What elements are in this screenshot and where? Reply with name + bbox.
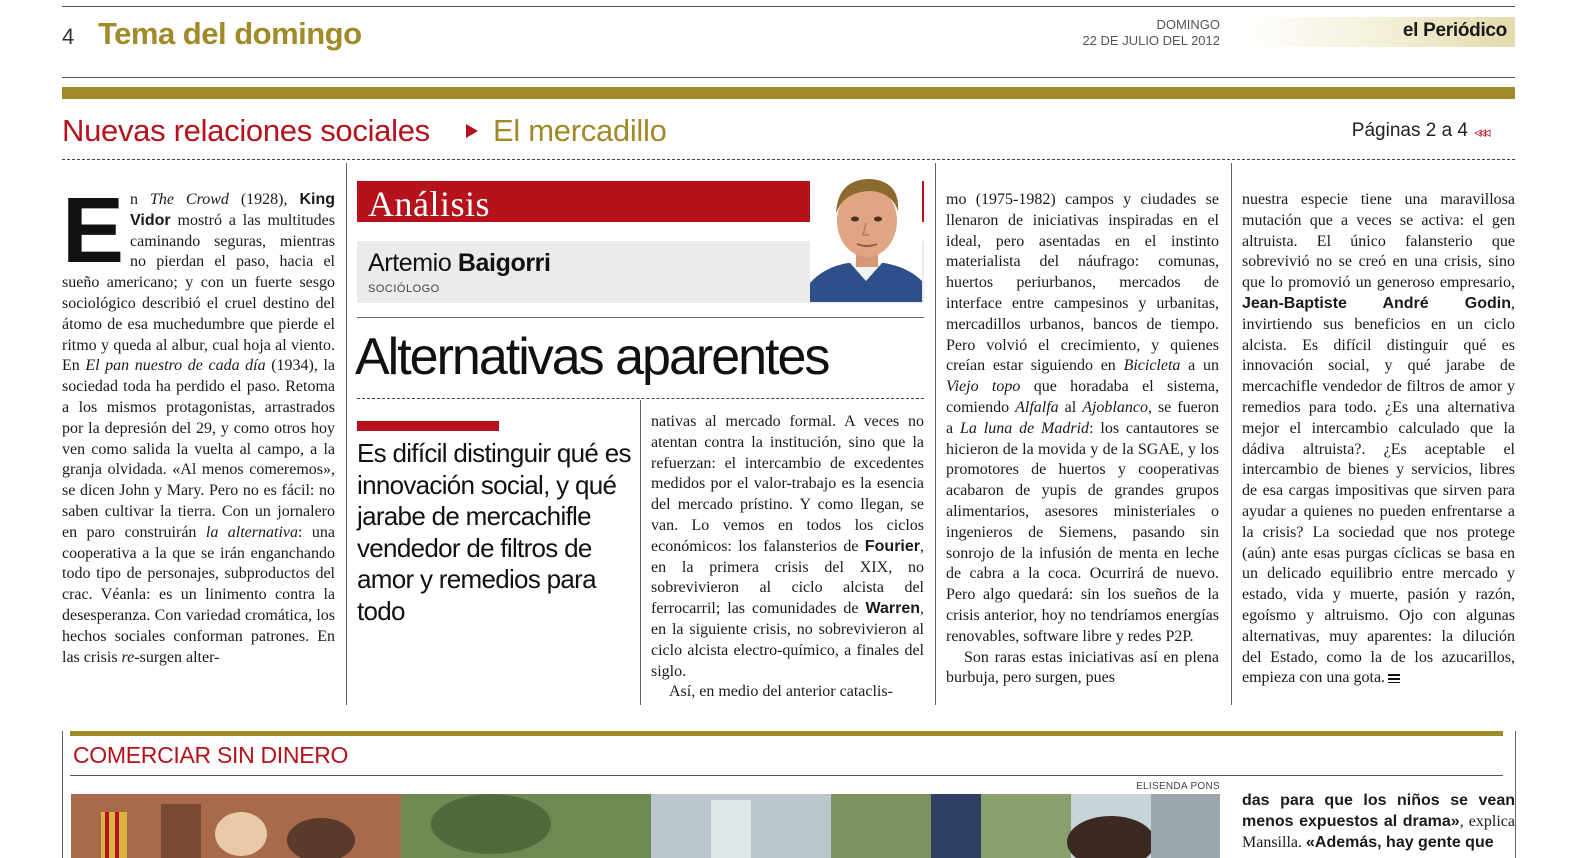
person-name: Jean-Baptiste André Godin (1242, 294, 1511, 312)
bottom-left-rule (62, 731, 63, 858)
bottom-right-rule (1515, 731, 1516, 858)
article-column-2 (651, 412, 924, 705)
author-name (368, 249, 551, 278)
text-run: nativas al mercado formal. A veces no atentan contra la institución, sino que la refuerzan: el intercambio de excedentes medidos por el valor-trabajo es la esencia del mercado prístino. Y como llegan, se van. Lo vemos en todos los ciclos económicos: los falansterios de (651, 413, 924, 555)
text-run: : una cooperativa a la que se irán enganchando todo tipo de personajes, subproductos del crac. Véanla: es un linimento contra la desesperanza. Con variedad cromática, los hechos sociales conforman patrones. En las crisis (62, 523, 335, 666)
magazine-title: Ajoblanco (1082, 398, 1148, 416)
logo-text: el Periódico (1402, 20, 1507, 41)
quote-text: das para que los niños se vean menos expuestos al drama» (1242, 792, 1515, 830)
magazine-title: Alfalfa (1015, 398, 1059, 416)
person-name: Warren (865, 600, 920, 618)
text-run: (1928), (228, 191, 300, 208)
pages-label: Páginas 2 a 4 (1351, 120, 1468, 141)
magazine-title: La luna de Madrid (959, 419, 1090, 437)
bottom-article-column (1242, 791, 1515, 858)
paragraph (946, 190, 1219, 648)
pull-quote: Es difícil distinguir qué es innovación social, y qué jarabe de mercachifle vendedor de filtros de amor y remedios para todo (357, 438, 631, 626)
article-column-1 (62, 190, 335, 705)
analysis-box-rule (357, 317, 924, 318)
author-portrait-illustration (810, 171, 922, 302)
section-title: Tema del domingo (98, 16, 362, 51)
magazine-title: Bicicleta (1123, 357, 1181, 375)
topic-main: Nuevas relaciones sociales (62, 113, 430, 148)
header-rule (62, 77, 1515, 78)
analysis-label: Análisis (368, 184, 491, 224)
paragraph (651, 412, 924, 682)
text-run: , invirtiendo sus beneficios en un ciclo alcista. Es difícil distinguir qué es innovación social, y qué jarabe de mercachifle vendedor de filtros de amor y remedios para todo. ¿Es una alternativa mejor el intercambio calculado que la dádiva altruista?. ¿Es aceptable el intercambio de bienes y servicios, libres de esa cargas impositivas que sirven para ayudar a quienes no pueden enfrentarse a la crisis? La sociedad que nos protege (aún) ante esas purgas cíclicas se basa en un delicado equilibrio entre mercado y estado, vida y muerte, pasión y razón, egoísmo y altruismo. Ojo con algunas alternativas, muy aparentes: la dilución del Estado, como la de los azucarillos, empieza con una gota. (1242, 294, 1515, 687)
text-run: , en la primera crisis del XIX, no sobrevivieron al ciclo alcista del ferrocarril; las comunidades de (651, 537, 924, 618)
text-run: a un (1180, 357, 1219, 375)
market-scene-illustration (71, 794, 1220, 858)
author-role: SOCIÓLOGO (368, 283, 440, 295)
text-run: mostró a las multitudes caminando seguras, mientras no pierdan el paso, hacia el sueño americano; y con un fuerte sesgo sociológico describió el cruel destino del átomo de esa muchedumbre que pierde el ritmo y queda al albur, cual hoja al viento. En (62, 211, 335, 375)
headline: Alternativas aparentes (355, 328, 829, 386)
text-run: nuestra especie tiene una maravillosa mutación que a veces se activa: el gen altruista. El único falansterio que sobrevivió no se creó en una crisis, sino que lo promovió un generoso empresario, (1242, 191, 1515, 292)
text-run: que horadaba el sistema, comiendo (946, 378, 1219, 416)
bottom-section-title: COMERCIAR SIN DINERO (73, 742, 349, 768)
italic-term: re (121, 648, 135, 666)
article-column-3 (946, 190, 1219, 705)
italic-term: la alternativa (205, 523, 299, 541)
market-photo (71, 794, 1220, 858)
bottom-gold-rule (70, 731, 1503, 736)
headline-divider (357, 398, 924, 399)
drop-cap: E (62, 190, 125, 282)
topic-sub: El mercadillo (493, 113, 667, 148)
newspaper-logo (1238, 17, 1515, 47)
pull-quote-bar (357, 421, 499, 431)
column-rule (1231, 163, 1232, 705)
person-name: King Vidor (130, 191, 335, 229)
magazine-title: Viejo topo (946, 378, 1021, 396)
column-rule (640, 400, 641, 705)
film-title: El pan nuestro de cada día (85, 357, 266, 375)
text-run: : los cantautores se hicieron de la movida y de la SGAE, y los promotores de huertos y cooperativas acabaron de yupis de grandes grupos alimentarios, asesores ministeriales o ingenieros de Siemens, pasando sin sonrojo de la infusión de menta en leche de cabra a la coca. Ocurrirá de nuevo. Pero algo quedará: sin los sueños de la crisis anterior, hoy no tendríamos energías renovables, software libre y redes P2P. (946, 419, 1219, 645)
arrow-right-icon (466, 124, 478, 138)
paragraph: Son raras estas iniciativas así en plena burbuja, pero surgen, pues (946, 648, 1219, 687)
text-run: (1934), la sociedad toda ha perdido el paso. Retoma a los mismos protagonistas, arrastrados por la depresión del 29, y como otros hoy ven como salida la vuelta al campo, a la granja olvidada. «Al menos comeremos», se dicen John y Mary. Pero no es fácil: no saben cultivar la tierra. Con un jornalero en paro construirán (62, 357, 335, 541)
person-name: Fourier (864, 537, 920, 555)
bottom-section-rule (70, 775, 1503, 776)
article-column-4 (1242, 190, 1515, 705)
column-rule (935, 163, 936, 705)
page-number: 4 (62, 24, 75, 49)
text-run: mo (1975-1982) campos y ciudades se llenaron de iniciativas inspiradas en el ideal, pero asentadas en el instinto materialista del náufrago: comunas, huertos periurbanos, mercados de interface entre campesinos y urbanitas, mercadillos urbanos, bancos de tiempo. Pero volvió el crecimiento, y quienes creían estar siguiendo en (946, 191, 1219, 375)
triple-arrow-left-icon: ◃◃◃ (1474, 124, 1488, 141)
author-last-name: Baigorri (457, 249, 551, 277)
top-rule (62, 6, 1515, 7)
paragraph: Así, en medio del anterior cataclis- (669, 683, 893, 701)
film-title: The Crowd (149, 191, 229, 208)
column-rule (346, 163, 347, 705)
topic-divider (62, 159, 1515, 160)
date-block (1030, 17, 1220, 49)
text-run: , se fueron a (946, 398, 1219, 437)
end-of-article-icon (1388, 674, 1400, 683)
text-run: -surgen alter- (134, 648, 220, 666)
date-weekday: DOMINGO (1156, 17, 1220, 32)
text-run: , en la siguiente crisis, no sobrevivieron al ciclo alcista electro-químico, a finales del siglo. (651, 600, 924, 680)
quote-text: «Además, hay gente que (1306, 833, 1494, 851)
gold-band (62, 87, 1515, 99)
text-run: al (1058, 398, 1083, 416)
text-run: , explica Mansilla. (1242, 812, 1515, 851)
author-photo (810, 171, 922, 302)
photo-credit: ELISENDA PONS (1136, 781, 1220, 792)
text-run: n (130, 191, 150, 208)
author-first-name: Artemio (368, 249, 452, 277)
date-full: 22 DE JULIO DEL 2012 (1082, 33, 1220, 48)
